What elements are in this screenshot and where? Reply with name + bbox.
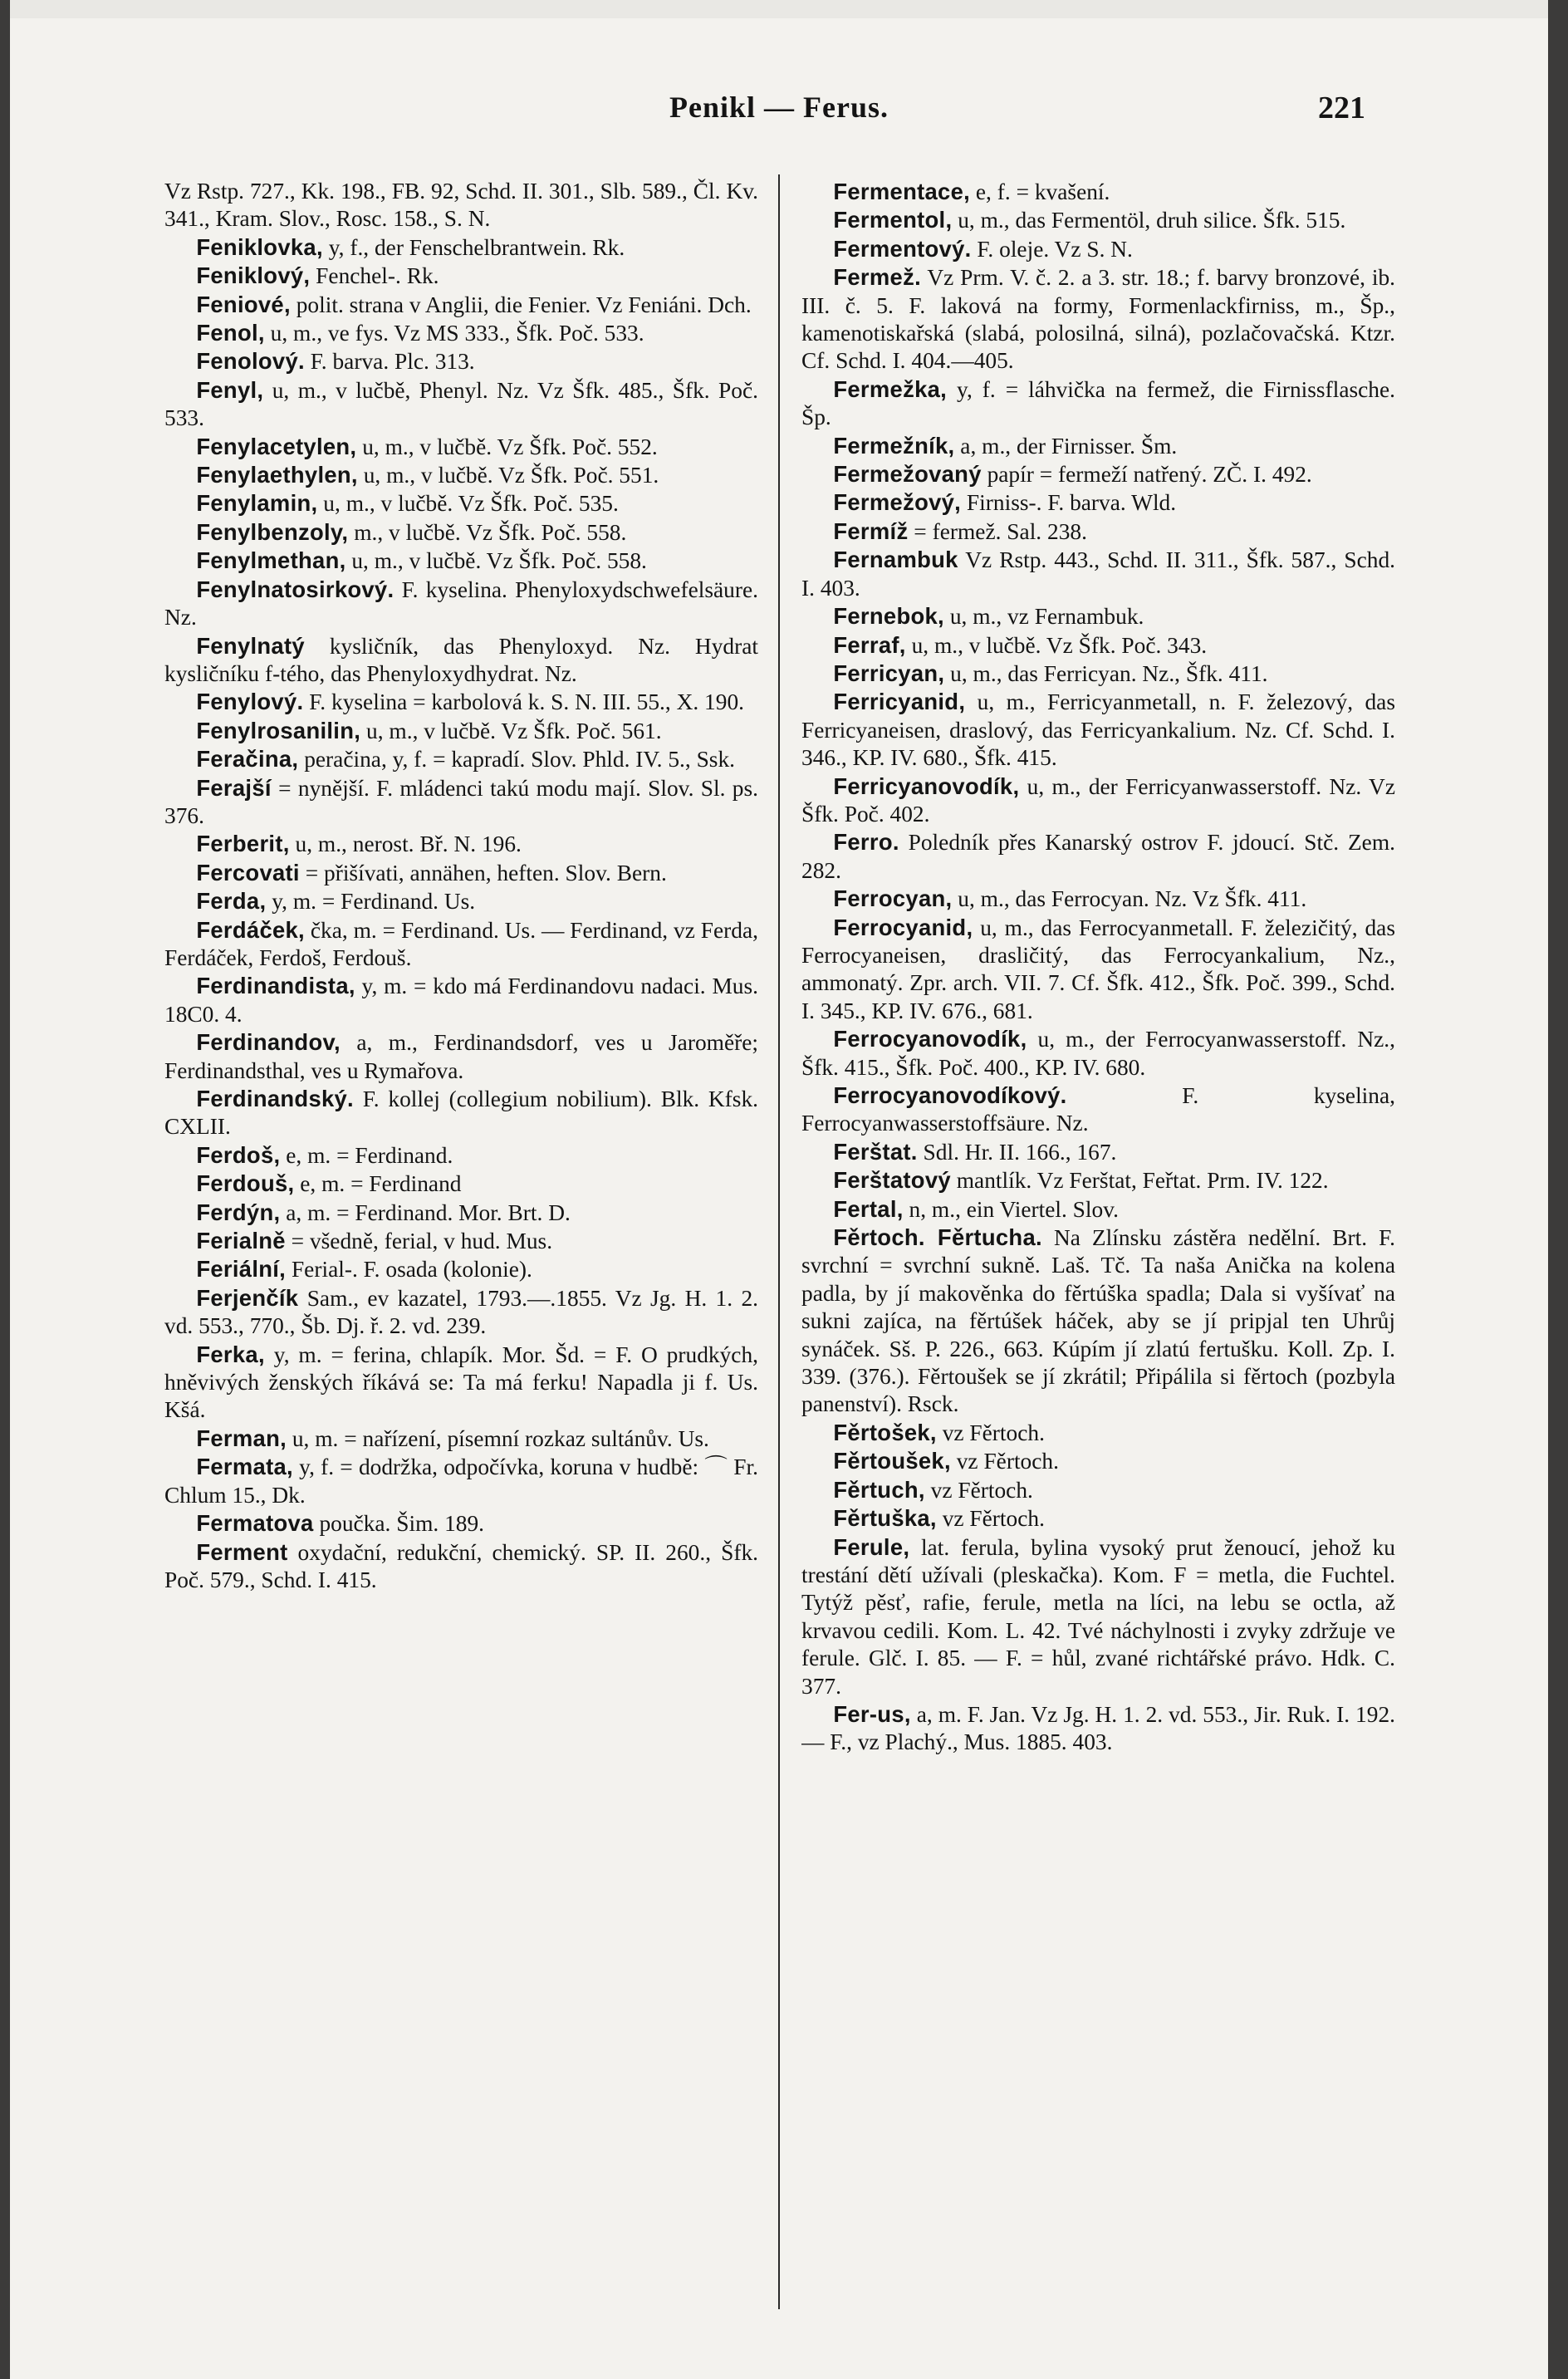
entry-text: u, m., Ferricyanmetall, n. F. železový, das Ferricyaneisen, draslový, das Ferricyankalium. Nz. Cf. Schd. I. 346., KP. IV. 680., Šfk. 415. [801, 689, 1395, 771]
entry-headword: Ferrocyanovodík, [833, 1026, 1027, 1052]
entry-headword: Feračina, [196, 746, 299, 773]
entry-text: vz Fěrtoch. [950, 1449, 1059, 1474]
dictionary-entry [801, 1224, 1395, 1419]
entry-text: u, m., v lučbě. Vz Šfk. Poč. 561. [360, 718, 662, 743]
entry-headword: Ferdýn, [196, 1199, 281, 1225]
dictionary-entry [801, 1700, 1395, 1757]
entry-headword: Fermentový. [833, 235, 972, 262]
dictionary-entry [801, 375, 1395, 432]
dictionary-entry [164, 547, 758, 575]
entry-headword: Ferajší [196, 774, 272, 801]
dictionary-entry [164, 972, 758, 1028]
entry-headword: Fenylaethylen, [196, 462, 358, 488]
entry-text: čka, m. = Ferdinand. Us. — Ferdinand, vz Ferda, Ferdáček, Ferdoš, Ferdouš. [164, 917, 758, 970]
entry-headword: Fermežový, [833, 489, 962, 516]
running-title: Penikl — Ferus. [669, 91, 889, 124]
dictionary-entry [164, 576, 758, 632]
dictionary-entry [164, 233, 758, 262]
entry-text: Fenchel-. Rk. [310, 263, 439, 289]
entry-text: papír = fermeží natřený. ZČ. I. 492. [981, 462, 1312, 488]
entry-text: vz Fěrtoch. [936, 1420, 1045, 1445]
entry-text: u, m., v lučbě, Phenyl. Nz. Vz Šfk. 485., Šfk. Poč. 533. [164, 377, 758, 431]
dictionary-entry [164, 319, 758, 347]
entry-text: y, m. = kdo má Ferdinandovu nadaci. Mus. 18C0. 4. [164, 974, 758, 1027]
dictionary-entry [801, 1138, 1395, 1166]
entry-headword: Feniklovka, [196, 233, 323, 260]
entry-headword: Ferrocyanid, [833, 914, 973, 940]
entry-text: Ferial-. F. osada (kolonie). [286, 1257, 532, 1283]
dictionary-entry [801, 235, 1395, 263]
dictionary-entry [164, 489, 758, 517]
entry-headword: Ferrocyanovodíkový. [833, 1082, 1067, 1108]
dictionary-entry [164, 1341, 758, 1425]
entry-text: = fermež. Sal. 238. [908, 518, 1087, 544]
entry-text: u, m. = nařízení, písemní rozkaz sultánův. Us. [287, 1425, 709, 1451]
dictionary-entry [164, 376, 758, 433]
entry-text: y, f. = láhvička na fermež, die Firnissflasche. Šp. [801, 376, 1395, 430]
scan-top-edge [10, 0, 1548, 18]
dictionary-entry [164, 916, 758, 973]
dictionary-entry [801, 885, 1395, 913]
dictionary-entry [164, 1284, 758, 1341]
dictionary-entry [801, 1419, 1395, 1447]
entry-text: u, m., v lučbě. Vz Šfk. Poč. 535. [317, 491, 619, 517]
entry-headword: Ferricyanovodík, [833, 773, 1020, 799]
entry-text: u, m., der Ferricyanwasserstoff. Nz. Vz Šfk. Poč. 402. [801, 773, 1395, 827]
entry-text: Sam., ev kazatel, 1793.—.1855. Vz Jg. H. 1. 2. vd. 553., 770., Šb. Dj. ř. 2. vd. 239. [164, 1285, 758, 1339]
entry-headword: Ferman, [196, 1425, 287, 1451]
dictionary-entry [801, 1082, 1395, 1138]
dictionary-entry [164, 774, 758, 831]
dictionary-entry [801, 1533, 1395, 1700]
entry-headword: Fermežovaný [833, 461, 982, 488]
entry-headword: Fenylový. [196, 689, 304, 715]
page-number: 221 [1318, 91, 1365, 125]
entry-headword: Ferdoš, [196, 1141, 281, 1168]
dictionary-entry [164, 1255, 758, 1283]
entry-text: n, m., ein Viertel. Slov. [903, 1196, 1119, 1222]
entry-headword: Ferštat. [833, 1138, 918, 1165]
dictionary-entry [164, 433, 758, 461]
entry-headword: Fěrtoch. Fěrtucha. [833, 1224, 1042, 1251]
page-header [10, 90, 1548, 140]
left-column [164, 178, 758, 2321]
entry-headword: Ferule, [833, 1533, 910, 1560]
entry-text: u, m., das Ferrocyanmetall. F. železičitý, das Ferrocyaneisen, drasličitý, das Ferrocyankalium, Nz., ammonatý. Zpr. arch. VII. 7. Cf. Šfk. 412., Šfk. Poč. 399., Schd. I. 345., KP. IV. 676., 681. [801, 915, 1395, 1023]
entry-text: u, m., v lučbě. Vz Šfk. Poč. 343. [905, 632, 1208, 658]
entry-headword: Fenolový. [196, 348, 305, 375]
dictionary-entry [801, 546, 1395, 602]
entry-headword: Fermentace, [833, 179, 971, 204]
entry-text: F. oleje. Vz S. N. [971, 236, 1133, 262]
dictionary-entry [801, 631, 1395, 660]
entry-text: vz Fěrtoch. [924, 1477, 1033, 1503]
entry-text: mantlík. Vz Ferštat, Feřtat. Prm. IV. 122. [950, 1168, 1329, 1194]
dictionary-entry [164, 1085, 758, 1141]
entry-headword: Ferda, [196, 888, 267, 915]
dictionary-entry [801, 178, 1395, 206]
dictionary-entry [164, 1227, 758, 1255]
entry-headword: Fenylacetylen, [196, 433, 357, 459]
entry-text: m., v lučbě. Vz Šfk. Poč. 558. [348, 519, 627, 545]
entry-text: F. barva. Plc. 313. [304, 349, 475, 375]
dictionary-entry [164, 1170, 758, 1198]
entry-headword: Fermata, [196, 1454, 293, 1480]
entry-headword: Ferka, [196, 1341, 265, 1367]
entry-text: u, m., ve fys. Vz MS 333., Šfk. Poč. 533. [264, 321, 644, 346]
entry-headword: Ferdinandista, [196, 973, 355, 999]
dictionary-entry [164, 262, 758, 290]
entry-headword: Fenylmethan, [196, 547, 346, 574]
dictionary-entry [164, 518, 758, 547]
dictionary-entry [164, 830, 758, 858]
dictionary-entry [164, 1199, 758, 1227]
entry-text: oxydační, redukční, chemický. SP. II. 260., Šfk. Poč. 579., Schd. I. 415. [164, 1539, 758, 1592]
entry-headword: Fěrtoušek, [833, 1448, 951, 1474]
dictionary-entry [801, 1447, 1395, 1475]
dictionary-entry [164, 178, 758, 233]
dictionary-entry [801, 828, 1395, 885]
dictionary-entry [164, 1028, 758, 1085]
entry-text: Vz Rstp. 443., Schd. II. 311., Šfk. 587., Schd. I. 403. [801, 547, 1395, 601]
dictionary-entry [164, 1453, 758, 1509]
entry-text: e, m. = Ferdinand. [280, 1142, 453, 1168]
entry-text: u, m., das Fermentöl, druh silice. Šfk. 515. [952, 208, 1346, 233]
entry-text: lat. ferula, bylina vysoký prut ženoucí, jehož ku trestání dětí užívali (pleskačka). Kom. F = metla, die Fuchtel. Tytýž pěsť, rafie, ferule, metla na líci, na lebu se octla, až krvavou cedili. Kom. L. 42. Tvé náchylnosti i zvyky zdržuje ve ferule. Glč. I. 85. — F. = hůl, zvané richtářské právo. Hdk. C. 377. [801, 1534, 1395, 1699]
entry-text: F. kyselina. Phenyloxydschwefelsäure. Nz. [164, 576, 758, 630]
entry-headword: Ferro. [833, 829, 899, 856]
dictionary-entry [801, 914, 1395, 1026]
entry-headword: Fer-us, [833, 1700, 911, 1727]
entry-headword: Fenylnatý [196, 632, 305, 659]
entry-text: y, m. = Ferdinand. Us. [266, 889, 476, 915]
entry-text: = nynější. F. mládenci takú modu mají. Slov. Sl. ps. 376. [164, 775, 758, 828]
entry-text: u, m., v lučbě. Vz Šfk. Poč. 552. [356, 434, 658, 459]
entry-text: a, m., der Firnisser. Šm. [954, 433, 1178, 459]
dictionary-entry [801, 1195, 1395, 1224]
dictionary-entry [801, 432, 1395, 460]
entry-text: peračina, y, f. = kapradí. Slov. Phld. IV. 5., Ssk. [298, 747, 736, 773]
dictionary-entry [164, 1509, 758, 1538]
dictionary-entry [801, 688, 1395, 772]
entry-text: Vz Rstp. 727., Kk. 198., FB. 92, Schd. II. 301., Slb. 589., Čl. Kv. 341., Kram. Slov., Rosc. 158., S. N. [164, 179, 758, 232]
dictionary-entry [801, 602, 1395, 630]
right-column [801, 178, 1395, 2321]
entry-headword: Ferialně [196, 1228, 286, 1254]
entry-headword: Fermež. [833, 264, 921, 291]
dictionary-entry [164, 717, 758, 745]
entry-headword: Ferrocyan, [833, 885, 953, 912]
entry-text: u, m., das Ferricyan. Nz., Šfk. 411. [944, 660, 1268, 686]
dictionary-entry [164, 632, 758, 689]
dictionary-entry [164, 291, 758, 319]
entry-headword: Fertal, [833, 1195, 904, 1222]
column-divider [778, 174, 780, 2309]
entry-headword: Ferštatový [833, 1167, 951, 1194]
entry-headword: Fenylrosanilin, [196, 717, 361, 743]
entry-text: u, m., v lučbě. Vz Šfk. Poč. 551. [357, 463, 659, 488]
entry-text: a, m. F. Jan. Vz Jg. H. 1. 2. vd. 553., Jir. Ruk. I. 192. — F., vz Plachý., Mus. 1885. 403. [801, 1701, 1395, 1755]
dictionary-page [10, 0, 1548, 2379]
entry-headword: Feniklový, [196, 262, 311, 289]
entry-text: F. kyselina = karbolová k. S. N. III. 55., X. 190. [303, 689, 744, 715]
entry-text: = všedně, ferial, v hud. Mus. [285, 1229, 553, 1254]
entry-text: a, m., Ferdinandsdorf, ves u Jaroměře; Ferdinandsthal, ves u Rymařova. [164, 1030, 758, 1083]
entry-headword: Fenol, [196, 320, 265, 346]
entry-headword: Fermežník, [833, 432, 955, 459]
dictionary-entry [164, 347, 758, 375]
dictionary-entry [164, 859, 758, 887]
entry-headword: Fěrtuška, [833, 1505, 937, 1532]
entry-headword: Ferment [196, 1538, 288, 1565]
entry-headword: Ferdáček, [196, 916, 305, 943]
entry-text: F. kyselina, Ferrocyanwasserstoffsäure. Nz. [801, 1083, 1395, 1136]
entry-headword: Fermežka, [833, 375, 948, 402]
dictionary-entry [801, 517, 1395, 546]
dictionary-entry [164, 1538, 758, 1595]
entry-headword: Fercovati [196, 859, 300, 885]
entry-headword: Fenylnatosirkový. [196, 576, 394, 602]
entry-headword: Fernebok, [833, 603, 944, 630]
dictionary-entry [164, 887, 758, 915]
dictionary-entry [801, 1476, 1395, 1504]
dictionary-entry [164, 461, 758, 489]
entry-headword: Ferraf, [833, 631, 906, 658]
entry-headword: Ferdinandov, [196, 1029, 341, 1056]
entry-headword: Fernambuk [833, 547, 958, 573]
entry-headword: Fermatova [196, 1510, 314, 1537]
dictionary-entry [801, 206, 1395, 234]
entry-text: polit. strana v Anglii, die Fenier. Vz Feniáni. Dch. [290, 292, 752, 317]
entry-headword: Ferdinandský. [196, 1086, 354, 1111]
entry-text: F. kollej (collegium nobilium). Blk. Kfsk. CXLII. [164, 1086, 758, 1140]
entry-headword: Fěrtuch, [833, 1476, 925, 1503]
dictionary-entry [801, 263, 1395, 375]
entry-headword: Fěrtošek, [833, 1419, 937, 1445]
entry-headword: Fermentol, [833, 207, 953, 233]
entry-text: y, m. = ferina, chlapík. Mor. Šd. = F. O prudkých, hněvivých ženských říkává se: Ta má ferku! Napadla ji f. Us. Kšá. [164, 1342, 758, 1423]
entry-headword: Ferberit, [196, 831, 290, 857]
entry-text: e, f. = kvašení. [970, 179, 1110, 204]
dictionary-entry [801, 1504, 1395, 1533]
dictionary-entry [801, 1166, 1395, 1194]
entry-headword: Feniové, [196, 291, 291, 317]
entry-headword: Fenyl, [196, 376, 264, 403]
entry-text: = přišívati, annähen, heften. Slov. Bern. [299, 860, 667, 885]
entry-headword: Fermíž [833, 517, 909, 544]
entry-text: y, f., der Fenschelbrantwein. Rk. [322, 234, 625, 260]
dictionary-entry [164, 1425, 758, 1453]
entry-text: kysličník, das Phenyloxyd. Nz. Hydrat kysličníku f-tého, das Phenyloxydhydrat. Nz. [164, 633, 758, 686]
entry-text: Sdl. Hr. II. 166., 167. [917, 1139, 1117, 1165]
entry-text: Firniss-. F. barva. Wld. [961, 490, 1177, 516]
entry-text: u, m., das Ferrocyan. Nz. Vz Šfk. 411. [952, 886, 1307, 912]
entry-headword: Fenylamin, [196, 490, 318, 517]
entry-text: u, m., der Ferrocyanwasserstoff. Nz., Šfk. 415., Šfk. Poč. 400., KP. IV. 680. [801, 1027, 1395, 1080]
entry-headword: Feriální, [196, 1256, 287, 1283]
dictionary-entry [801, 1025, 1395, 1082]
entry-text: y, f. = dodržka, odpočívka, koruna v hudbě: ⌒ Fr. Chlum 15., Dk. [164, 1454, 758, 1508]
entry-text: poučka. Šim. 189. [313, 1511, 485, 1537]
entry-text: e, m. = Ferdinand [294, 1171, 462, 1197]
dictionary-entry [801, 660, 1395, 688]
dictionary-entry [164, 688, 758, 716]
entry-text: u, m., v lučbě. Vz Šfk. Poč. 558. [345, 548, 647, 574]
dictionary-entry [164, 1141, 758, 1170]
entry-headword: Ferricyanid, [833, 689, 966, 715]
entry-text: Vz Prm. V. č. 2. a 3. str. 18.; f. barvy bronzové, ib. III. č. 5. F. laková na formy, Formenlackfirniss, m., Šp., kamenotiskařská (slabá, polosilná, silná), pozlačovačská. Ktzr. Cf. Schd. I. 404.—405. [801, 265, 1395, 374]
entry-text: a, m. = Ferdinand. Mor. Brt. D. [280, 1199, 571, 1225]
entry-text: u, m., nerost. Bř. N. 196. [289, 831, 522, 857]
entry-text: vz Fěrtoch. [936, 1506, 1045, 1532]
entry-text: Poledník přes Kanarský ostrov F. jdoucí. Stč. Zem. 282. [801, 830, 1395, 883]
entry-headword: Fenylbenzoly, [196, 518, 349, 545]
entry-headword: Ferjenčík [196, 1284, 299, 1311]
entry-headword: Ferricyan, [833, 660, 945, 686]
dictionary-entry [801, 773, 1395, 829]
entry-text: u, m., vz Fernambuk. [943, 604, 1144, 630]
dictionary-entry [164, 745, 758, 773]
dictionary-entry [801, 460, 1395, 488]
dictionary-entry [801, 488, 1395, 517]
entry-headword: Ferdouš, [196, 1170, 295, 1197]
entry-text: Na Zlínsku zástěra nedělní. Brt. F. svrchní = svrchní sukně. Laš. Tč. Ta naša Anička na kolena padla, by jí makověnka do fěrtúška spadla; Dala si vyšívať na sukni zajíca, na fěrtúšek háček, aby se jí pripjal ten Uhrůj synáček. Sš. P. 226., 663. Kúpím jí zlatú fertušku. Koll. Zp. I. 339. (376.). Fěrtoušek se jí zkrátil; Připálila si fěrtoch (pozbyla panenství). Rsck. [801, 1225, 1395, 1417]
